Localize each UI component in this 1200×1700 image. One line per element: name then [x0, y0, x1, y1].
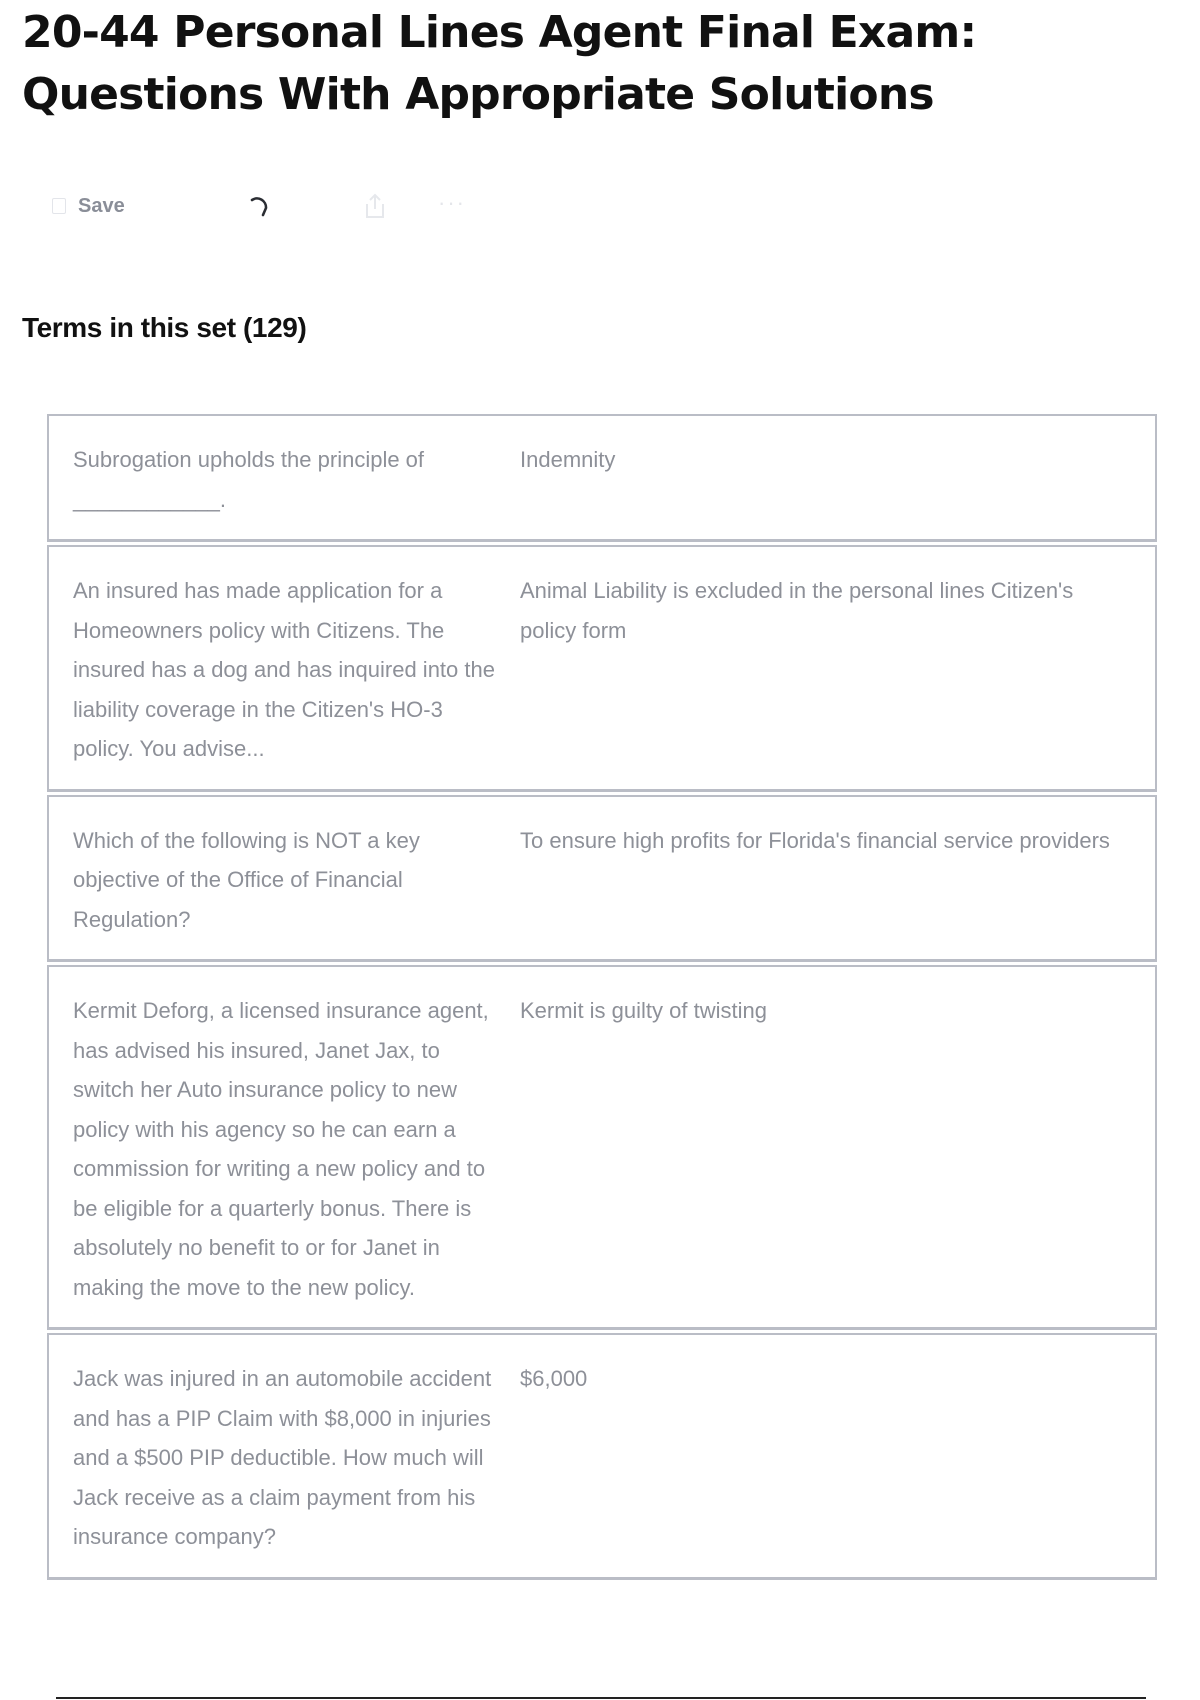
toolbar [52, 188, 532, 224]
term-text: Which of the following is NOT a key objective of the Office of Financial Regulation? [73, 827, 420, 932]
term-text: Kermit Deforg, a licensed insurance agent, has advised his insured, Janet Jax, to switch her Auto insurance policy to new policy with his agency so he can earn a commission for writing a new policy and to be eligible for a quarterly bonus. There is absolutely no benefit to or for Janet in making the move to the new policy. [73, 998, 489, 1300]
spinner-icon [246, 192, 274, 220]
definition-text: Animal Liability is excluded in the personal lines Citizen's policy form [520, 578, 1074, 643]
checkbox-icon [52, 198, 66, 214]
term-card[interactable] [47, 1333, 1157, 1580]
term-text: Jack was injured in an automobile accident and has a PIP Claim with $8,000 in injuries and a $500 PIP deductible. How much will Jack receive as a claim payment from his insurance company? [73, 1366, 492, 1549]
bottom-divider [56, 1697, 1146, 1699]
more-icon[interactable]: ··· [438, 190, 466, 215]
definition-text: To ensure high profits for Florida's financial service providers [520, 827, 1110, 853]
save-button[interactable] [52, 188, 125, 224]
term-card[interactable] [47, 795, 1157, 963]
term-card[interactable] [47, 414, 1157, 542]
terms-heading: Terms in this set (129) [22, 312, 307, 343]
definition-text: Indemnity [520, 447, 616, 472]
save-label: Save [78, 194, 125, 217]
terms-list [47, 414, 1157, 1583]
term-text: Subrogation upholds the principle of ____________. [73, 447, 425, 512]
share-icon[interactable] [362, 192, 388, 220]
page-title: 20-44 Personal Lines Agent Final Exam: Questions With Appropriate Solutions [22, 7, 977, 120]
term-card[interactable] [47, 545, 1157, 792]
definition-text: Kermit is guilty of twisting [520, 998, 767, 1023]
definition-text: $6,000 [520, 1366, 588, 1391]
term-card[interactable] [47, 965, 1157, 1330]
term-text: An insured has made application for a Homeowners policy with Citizens. The insured has a dog and has inquired into the liability coverage in the Citizen's HO-3 policy. You advise... [73, 578, 495, 761]
